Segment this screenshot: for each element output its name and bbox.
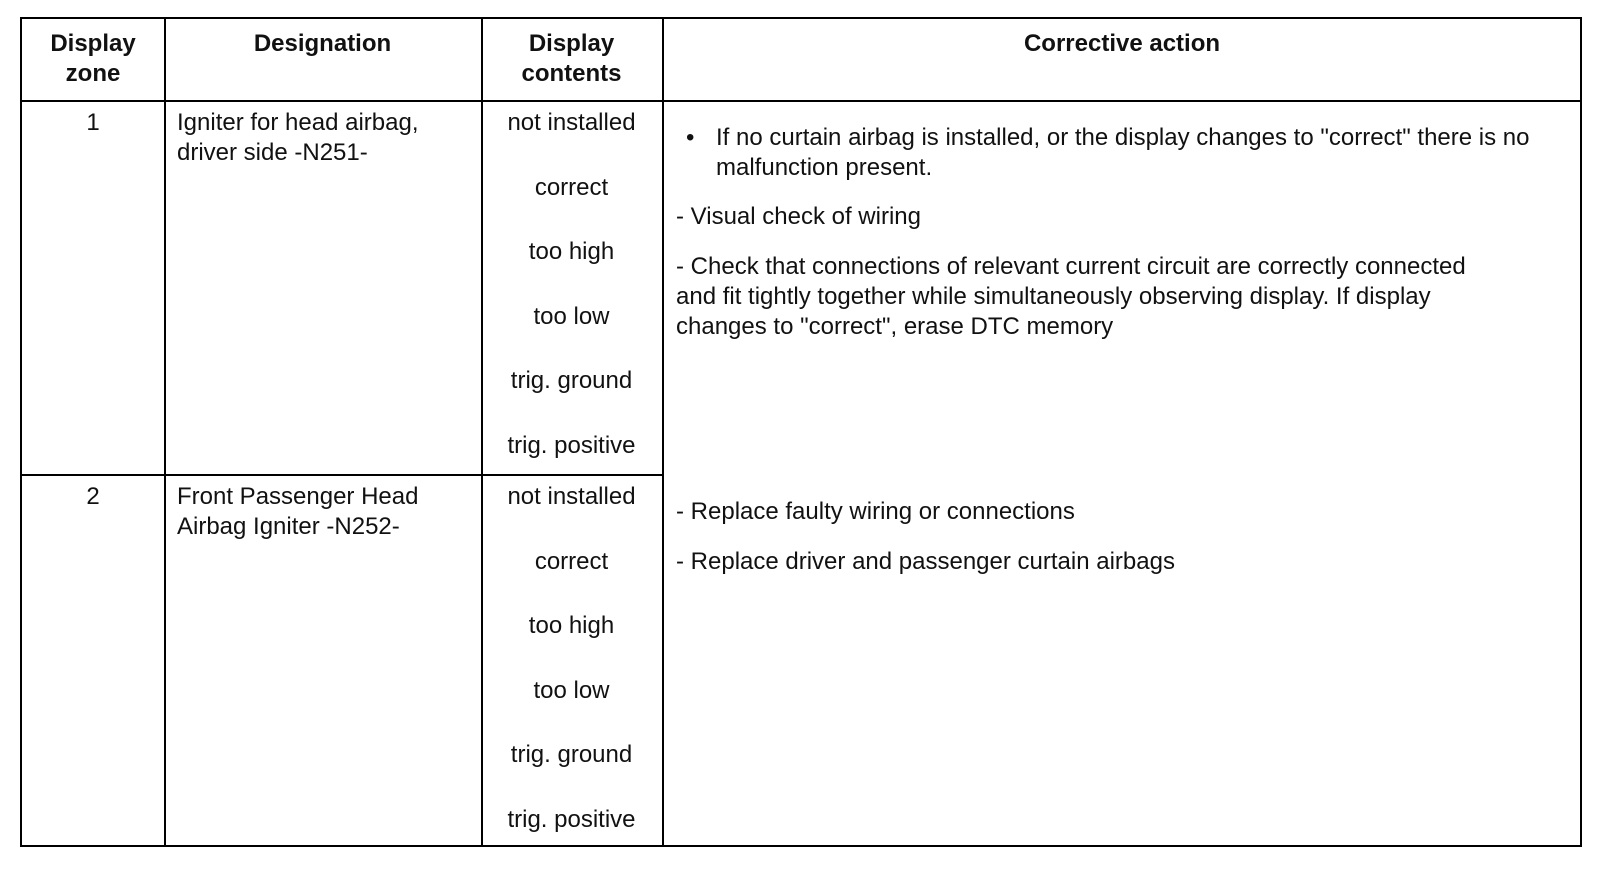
row-2-contents-list bbox=[481, 482, 662, 869]
column-divider bbox=[164, 19, 166, 845]
action-bullet-item bbox=[686, 123, 1566, 183]
display-content-item: correct bbox=[481, 547, 662, 612]
action-check-connections: - Check that connections of relevant current circuit are correctly connected and fit tightly together while simultaneously observing display. If display changes to "correct", erase DTC memory bbox=[676, 252, 1496, 342]
row-2-zone: 2 bbox=[22, 482, 164, 512]
header-display-contents: Display contents bbox=[481, 19, 662, 101]
column-divider bbox=[662, 19, 664, 845]
header-corrective-action: Corrective action bbox=[662, 19, 1582, 101]
bullet-icon: • bbox=[686, 123, 716, 183]
action-replace-airbags: - Replace driver and passenger curtain airbags bbox=[676, 547, 1556, 577]
display-content-item: too high bbox=[481, 611, 662, 676]
display-content-item: not installed bbox=[481, 108, 662, 173]
header-designation: Designation bbox=[164, 19, 481, 101]
action-replace-wiring: - Replace faulty wiring or connections bbox=[676, 497, 1556, 527]
display-content-item: not installed bbox=[481, 482, 662, 547]
display-content-item: too low bbox=[481, 676, 662, 741]
header-display-zone: Display zone bbox=[22, 19, 164, 101]
display-content-item: trig. positive bbox=[481, 431, 662, 496]
diagnostic-table bbox=[20, 17, 1582, 847]
display-content-item: correct bbox=[481, 173, 662, 238]
row-2-designation: Front Passenger Head Airbag Igniter -N252- bbox=[177, 482, 472, 542]
action-visual-check: - Visual check of wiring bbox=[676, 202, 1556, 232]
action-bullet-text: If no curtain airbag is installed, or the display changes to "correct" there is no malfunction present. bbox=[716, 123, 1566, 183]
row-1-designation: Igniter for head airbag, driver side -N251- bbox=[177, 108, 472, 168]
display-content-item: trig. positive bbox=[481, 805, 662, 869]
display-content-item: trig. ground bbox=[481, 366, 662, 431]
display-content-item: trig. ground bbox=[481, 740, 662, 805]
row-1-zone: 1 bbox=[22, 108, 164, 138]
row-1-contents-list bbox=[481, 108, 662, 495]
display-content-item: too high bbox=[481, 237, 662, 302]
display-content-item: too low bbox=[481, 302, 662, 367]
